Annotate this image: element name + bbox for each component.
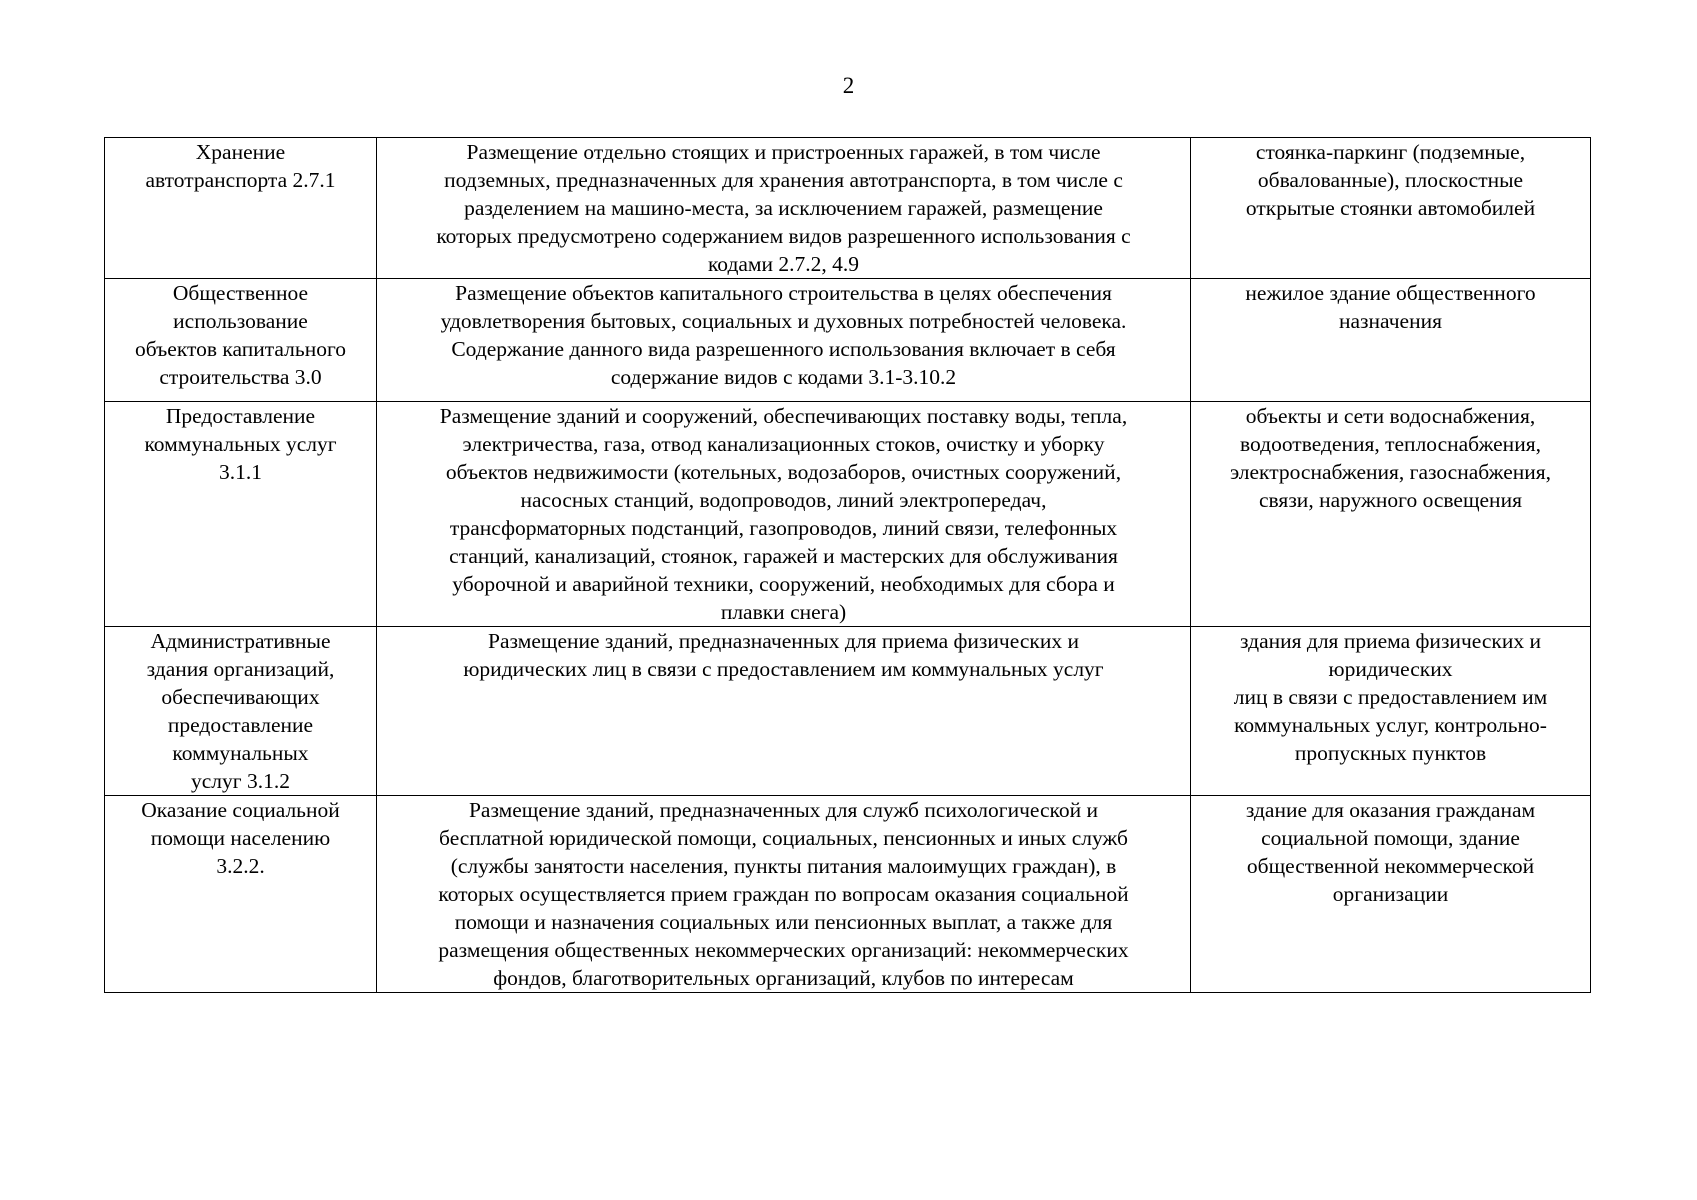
table-row [105,402,1591,627]
description-cell: Размещение отдельно стоящих и пристроенных гаражей, в том числе подземных, предназначенных для хранения автотранспорта, в том числе с разделением на машино-места, за исключением гаражей, размещение которых предусмотрено содержанием видов разрешенного использования с кодами 2.7.2, 4.9 [377,138,1191,279]
objects-cell: здания для приема физических и юридических лиц в связи с предоставлением им коммунальных услуг, контрольно- пропускных пунктов [1191,627,1591,796]
objects-cell: здание для оказания гражданам социальной помощи, здание общественной некоммерческой организации [1191,796,1591,993]
table-row [105,796,1591,993]
land-use-name-cell: Предоставление коммунальных услуг 3.1.1 [105,402,377,627]
land-use-table [104,137,1591,993]
land-use-name-cell: Оказание социальной помощи населению 3.2.2. [105,796,377,993]
land-use-name-cell: Хранение автотранспорта 2.7.1 [105,138,377,279]
description-cell: Размещение зданий, предназначенных для приема физических и юридических лиц в связи с предоставлением им коммунальных услуг [377,627,1191,796]
description-cell: Размещение зданий, предназначенных для служб психологической и бесплатной юридической помощи, социальных, пенсионных и иных служб (службы занятости населения, пункты питания малоимущих граждан), в которых осуществляется прием граждан по вопросам оказания социальной помощи и назначения социальных или пенсионных выплат, а также для размещения общественных некоммерческих организаций: некоммерческих фондов, благотворительных организаций, клубов по интересам [377,796,1191,993]
objects-cell: объекты и сети водоснабжения, водоотведения, теплоснабжения, электроснабжения, газоснабжения, связи, наружного освещения [1191,402,1591,627]
table-row [105,138,1591,279]
table-row [105,627,1591,796]
objects-cell: стоянка-паркинг (подземные, обвалованные), плоскостные открытые стоянки автомобилей [1191,138,1591,279]
table-row [105,279,1591,402]
land-use-name-cell: Административные здания организаций, обеспечивающих предоставление коммунальных услуг 3.1.2 [105,627,377,796]
description-cell: Размещение зданий и сооружений, обеспечивающих поставку воды, тепла, электричества, газа, отвод канализационных стоков, очистку и уборку объектов недвижимости (котельных, водозаборов, очистных сооружений, насосных станций, водопроводов, линий электропередач, трансформаторных подстанций, газопроводов, линий связи, телефонных станций, канализаций, стоянок, гаражей и мастерских для обслуживания уборочной и аварийной техники, сооружений, необходимых для сбора и плавки снега) [377,402,1191,627]
land-use-name-cell: Общественное использование объектов капитального строительства 3.0 [105,279,377,402]
objects-cell: нежилое здание общественного назначения [1191,279,1591,402]
page-number: 2 [842,73,855,98]
description-cell: Размещение объектов капитального строительства в целях обеспечения удовлетворения бытовых, социальных и духовных потребностей человека. Содержание данного вида разрешенного использования включает в себя содержание видов с кодами 3.1-3.10.2 [377,279,1191,402]
